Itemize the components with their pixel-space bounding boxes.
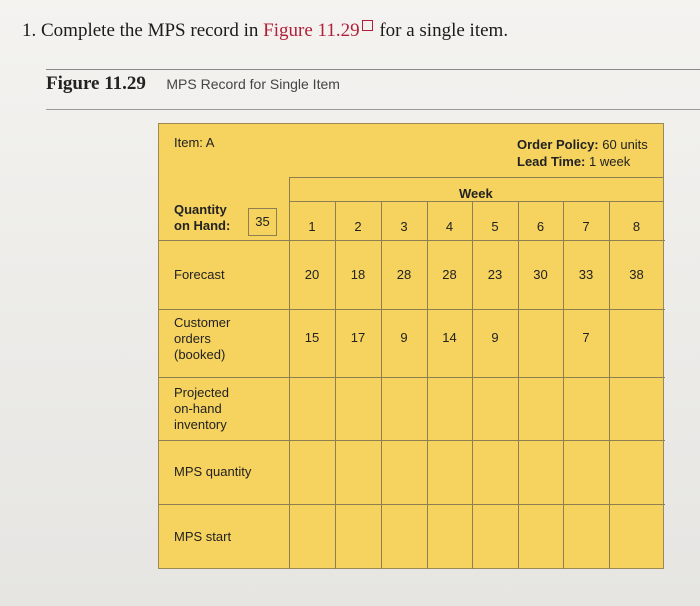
- row-label: [174, 385, 229, 433]
- lead-time-value: 1 week: [589, 154, 631, 169]
- row-value: 15: [304, 330, 320, 345]
- divider-bottom: [46, 109, 700, 110]
- row-value: 9: [400, 330, 408, 345]
- week-number: 1: [308, 219, 316, 234]
- quantity-on-hand-value: 35: [248, 208, 277, 236]
- question-text-after: for a single item.: [379, 20, 509, 41]
- row-divider: [159, 377, 665, 378]
- quantity-on-hand-label: [174, 202, 230, 234]
- quantity-on-hand-label-line2: on Hand:: [174, 218, 231, 233]
- lead-time: [517, 154, 630, 170]
- label-column-divider: [289, 177, 290, 569]
- row-label-line: orders: [174, 331, 211, 346]
- row-label-line: Customer: [174, 315, 231, 330]
- order-policy-label: Order Policy:: [517, 137, 599, 152]
- row-label-line: (booked): [174, 347, 226, 362]
- week-number: 5: [491, 219, 499, 234]
- row-label: [174, 267, 225, 283]
- row-divider: [159, 504, 665, 505]
- quantity-on-hand-label-line1: Quantity: [174, 202, 227, 217]
- week-label: Week: [459, 186, 493, 201]
- row-value: 23: [487, 266, 503, 282]
- row-label: [174, 315, 230, 363]
- row-label-line: MPS start: [174, 528, 232, 544]
- row-divider: [159, 309, 665, 310]
- lead-time-label: Lead Time:: [517, 154, 586, 169]
- divider-top: [46, 69, 700, 70]
- figure-heading: [46, 73, 340, 95]
- row-value: 14: [442, 330, 457, 345]
- row-value: 20: [304, 266, 320, 282]
- row-label-line: Forecast: [174, 266, 225, 282]
- row-label-line: MPS quantity: [174, 464, 252, 479]
- week-number: 4: [445, 219, 454, 234]
- week-number: 6: [536, 219, 545, 234]
- row-value: 30: [533, 266, 548, 282]
- week-column-divider: [563, 201, 564, 569]
- row-label-line: inventory: [174, 416, 227, 432]
- figure-label: Figure 11.29: [46, 73, 146, 94]
- figure-caption: MPS Record for Single Item: [166, 76, 340, 92]
- row-value: 28: [396, 266, 412, 282]
- order-policy-value: 60 units: [602, 137, 648, 152]
- row-label-line: on-hand: [174, 400, 222, 416]
- row-label-line: Projected: [174, 384, 229, 400]
- figure-link[interactable]: Figure 11.29: [263, 20, 360, 41]
- row-value: 28: [442, 266, 457, 282]
- question-text-before: Complete the MPS record in: [41, 20, 259, 41]
- row-value: 38: [629, 266, 644, 282]
- mps-record-table: [158, 123, 664, 569]
- external-link-icon[interactable]: [362, 20, 373, 31]
- week-column-divider: [427, 201, 428, 569]
- question-number: 1.: [22, 20, 37, 41]
- week-number: 8: [632, 219, 641, 234]
- week-column-divider: [335, 201, 336, 569]
- row-divider: [159, 240, 665, 241]
- week-label-divider: [289, 201, 664, 202]
- week-column-divider: [518, 201, 519, 569]
- week-number: 7: [582, 219, 590, 234]
- row-value: 17: [350, 330, 366, 345]
- order-policy: [517, 137, 648, 153]
- row-divider: [159, 440, 665, 441]
- week-column-divider: [609, 201, 610, 569]
- item-label: Item: A: [174, 135, 215, 150]
- week-number: 3: [400, 219, 408, 234]
- question-text: [22, 20, 508, 42]
- row-label: [174, 464, 251, 480]
- header-divider: [289, 177, 664, 178]
- week-column-divider: [381, 201, 382, 569]
- row-value: 9: [491, 330, 499, 345]
- row-value: 18: [350, 266, 366, 282]
- row-label: [174, 529, 231, 545]
- week-number: 2: [354, 219, 362, 234]
- row-value: 7: [582, 330, 590, 345]
- row-value: 33: [578, 266, 594, 282]
- week-column-divider: [472, 201, 473, 569]
